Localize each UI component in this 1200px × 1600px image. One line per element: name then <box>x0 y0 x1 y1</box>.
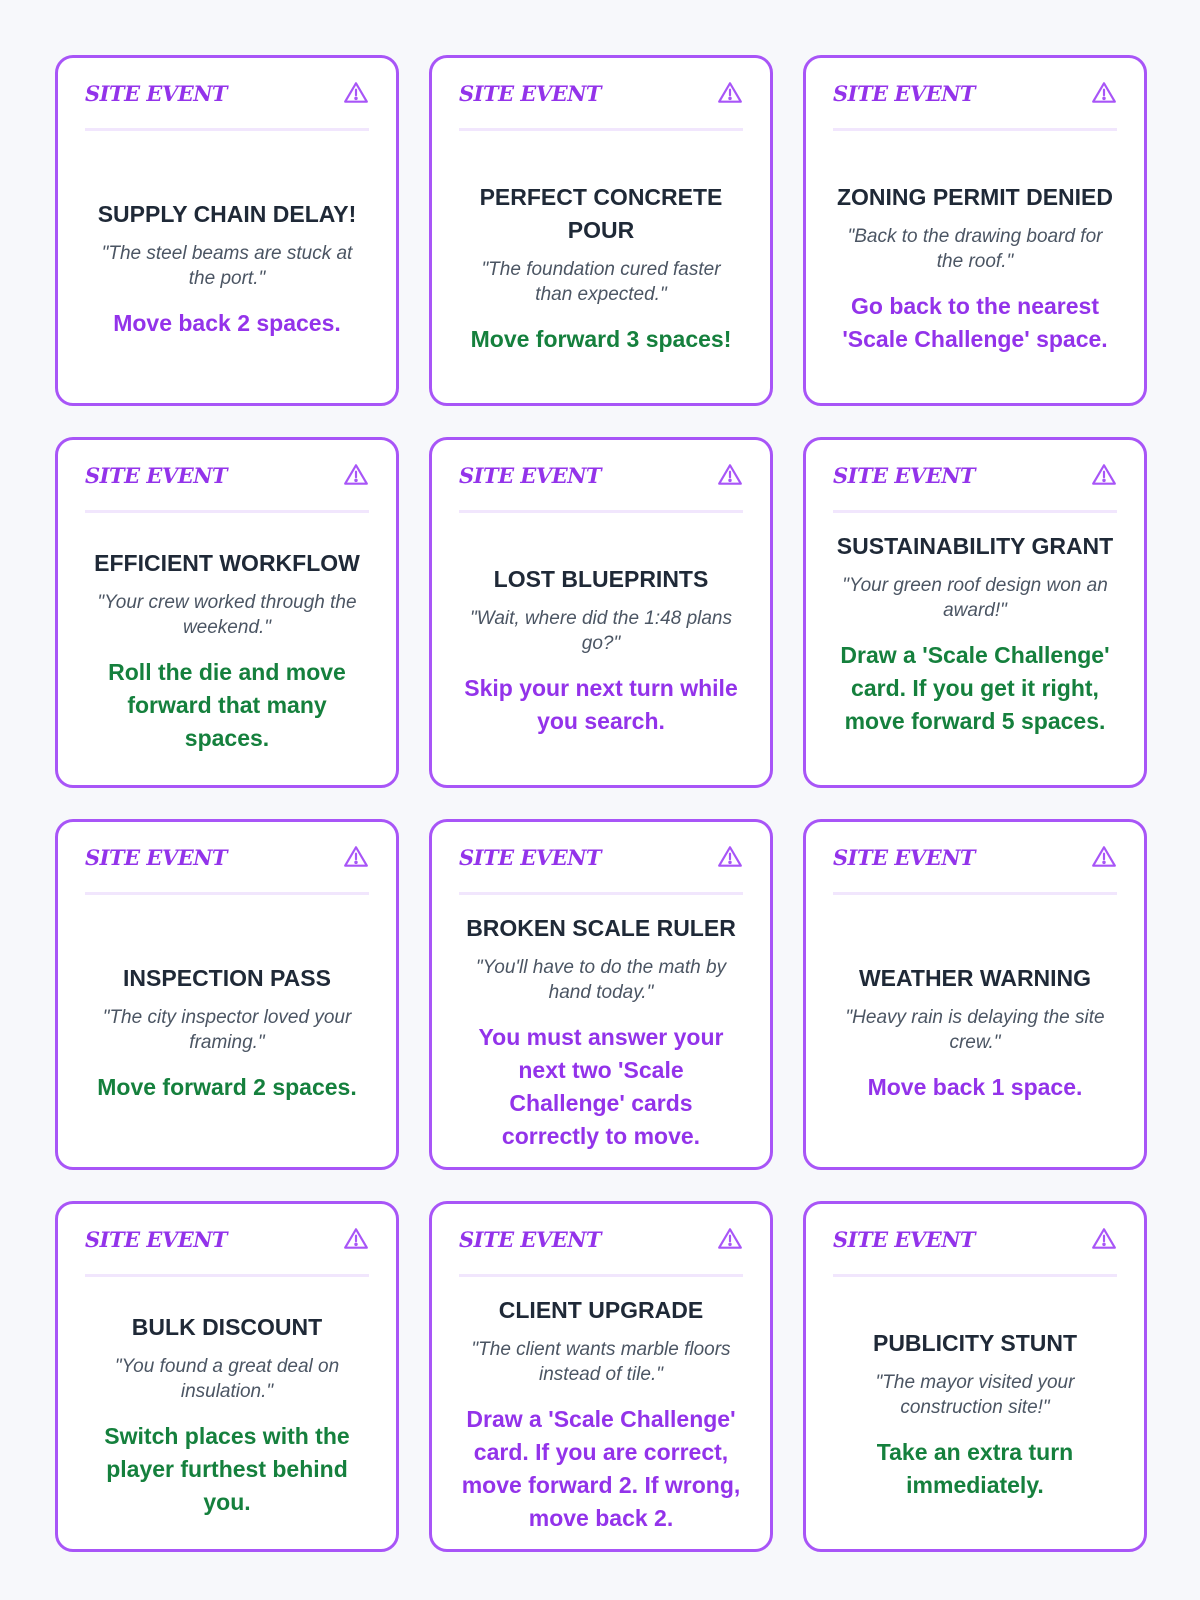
card-action: Skip your next turn while you search. <box>464 675 738 734</box>
card-quote: "The client wants marble floors instead of tile." <box>471 1339 731 1385</box>
event-card-lost-blueprints[interactable] <box>429 437 773 788</box>
event-card-client-upgrade[interactable] <box>429 1201 773 1552</box>
warning-triangle-icon <box>717 462 743 488</box>
card-body <box>85 1277 369 1552</box>
card-label: SITE EVENT <box>85 844 228 870</box>
card-body <box>459 513 743 788</box>
card-label: SITE EVENT <box>833 844 976 870</box>
card-header <box>85 58 369 131</box>
card-action: You must answer your next two 'Scale Challenge' cards correctly to move. <box>478 1024 724 1149</box>
card-action: Roll the die and move forward that many spaces. <box>108 658 346 751</box>
event-card-supply-chain-delay[interactable] <box>55 55 399 406</box>
warning-triangle-icon <box>343 462 369 488</box>
card-action: Move forward 2 spaces. <box>97 1073 357 1100</box>
card-body <box>833 530 1117 738</box>
card-label: SITE EVENT <box>459 844 602 870</box>
card-title: PERFECT CONCRETE POUR <box>479 184 723 243</box>
card-header <box>85 822 369 895</box>
card-header <box>459 822 743 895</box>
event-card-sustainability-grant[interactable] <box>803 437 1147 788</box>
card-header <box>459 440 743 513</box>
card-header <box>85 440 369 513</box>
card-quote: "Heavy rain is delaying the site crew." <box>845 1006 1105 1053</box>
card-label: SITE EVENT <box>85 462 228 488</box>
event-card-broken-scale-ruler[interactable] <box>429 819 773 1170</box>
card-title: SUSTAINABILITY GRANT <box>836 533 1114 559</box>
card-header <box>833 1204 1117 1277</box>
card-label: SITE EVENT <box>459 80 602 106</box>
card-body <box>459 895 743 1170</box>
card-label: SITE EVENT <box>85 1226 228 1252</box>
card-title: CLIENT UPGRADE <box>498 1297 704 1323</box>
card-title: PUBLICITY STUNT <box>872 1330 1078 1356</box>
card-quote: "Your crew worked through the weekend." <box>97 591 357 638</box>
card-action: Move forward 3 spaces! <box>470 326 732 352</box>
card-header <box>833 440 1117 513</box>
card-body <box>833 1277 1117 1552</box>
card-body <box>833 895 1117 1170</box>
event-card-efficient-workflow[interactable] <box>55 437 399 788</box>
card-header <box>459 58 743 131</box>
card-action: Draw a 'Scale Challenge' card. If you get it right, move forward 5 spaces. <box>840 642 1110 734</box>
card-label: SITE EVENT <box>833 1226 976 1252</box>
card-action: Go back to the nearest 'Scale Challenge' space. <box>842 293 1108 352</box>
warning-triangle-icon <box>1091 80 1117 106</box>
card-quote: "Back to the drawing board for the roof." <box>847 226 1103 272</box>
card-label: SITE EVENT <box>833 462 976 488</box>
card-title: BROKEN SCALE RULER <box>466 915 736 941</box>
event-card-bulk-discount[interactable] <box>55 1201 399 1552</box>
card-quote: "The steel beams are stuck at the port." <box>101 242 353 289</box>
event-card-weather-warning[interactable] <box>803 819 1147 1170</box>
card-label: SITE EVENT <box>459 462 602 488</box>
card-title: INSPECTION PASS <box>123 964 331 991</box>
card-title: ZONING PERMIT DENIED <box>836 184 1113 210</box>
card-title: SUPPLY CHAIN DELAY! <box>97 200 357 227</box>
card-title: BULK DISCOUNT <box>131 1313 323 1340</box>
warning-triangle-icon <box>717 80 743 106</box>
card-action: Move back 1 space. <box>867 1073 1083 1100</box>
card-header <box>833 822 1117 895</box>
card-action: Draw a 'Scale Challenge' card. If you are correct, move forward 2. If wrong, move back 2. <box>461 1406 741 1531</box>
warning-triangle-icon <box>717 1226 743 1252</box>
card-body <box>85 513 369 788</box>
event-card-zoning-permit-denied[interactable] <box>803 55 1147 406</box>
warning-triangle-icon <box>1091 844 1117 870</box>
card-quote: "The foundation cured faster than expected." <box>481 259 721 305</box>
card-action: Move back 2 spaces. <box>113 309 341 336</box>
card-title: EFFICIENT WORKFLOW <box>94 549 360 576</box>
card-body <box>85 131 369 406</box>
card-title: LOST BLUEPRINTS <box>493 566 709 592</box>
card-label: SITE EVENT <box>459 1226 602 1252</box>
card-quote: "You found a great deal on insulation." <box>114 1355 340 1402</box>
event-card-inspection-pass[interactable] <box>55 819 399 1170</box>
warning-triangle-icon <box>717 844 743 870</box>
card-action: Take an extra turn immediately. <box>876 1439 1074 1498</box>
card-label: SITE EVENT <box>85 80 228 106</box>
warning-triangle-icon <box>343 1226 369 1252</box>
card-quote: "Your green roof design won an award!" <box>842 575 1108 621</box>
card-body <box>459 131 743 406</box>
event-card-perfect-concrete-pour[interactable] <box>429 55 773 406</box>
card-action: Switch places with the player furthest behind you. <box>104 1422 350 1515</box>
card-quote: "Wait, where did the 1:48 plans go?" <box>470 608 732 654</box>
card-quote: "You'll have to do the math by hand today." <box>475 957 727 1003</box>
warning-triangle-icon <box>343 80 369 106</box>
card-label: SITE EVENT <box>833 80 976 106</box>
warning-triangle-icon <box>1091 1226 1117 1252</box>
card-title: WEATHER WARNING <box>858 964 1092 991</box>
card-quote: "The city inspector loved your framing." <box>102 1006 352 1053</box>
event-card-publicity-stunt[interactable] <box>803 1201 1147 1552</box>
warning-triangle-icon <box>1091 462 1117 488</box>
card-header <box>459 1204 743 1277</box>
card-quote: "The mayor visited your construction site!" <box>875 1372 1075 1418</box>
card-body <box>85 895 369 1170</box>
card-header <box>833 58 1117 131</box>
card-body <box>459 1294 743 1535</box>
card-header <box>85 1204 369 1277</box>
card-body <box>833 131 1117 406</box>
card-grid <box>55 55 1147 1552</box>
warning-triangle-icon <box>343 844 369 870</box>
